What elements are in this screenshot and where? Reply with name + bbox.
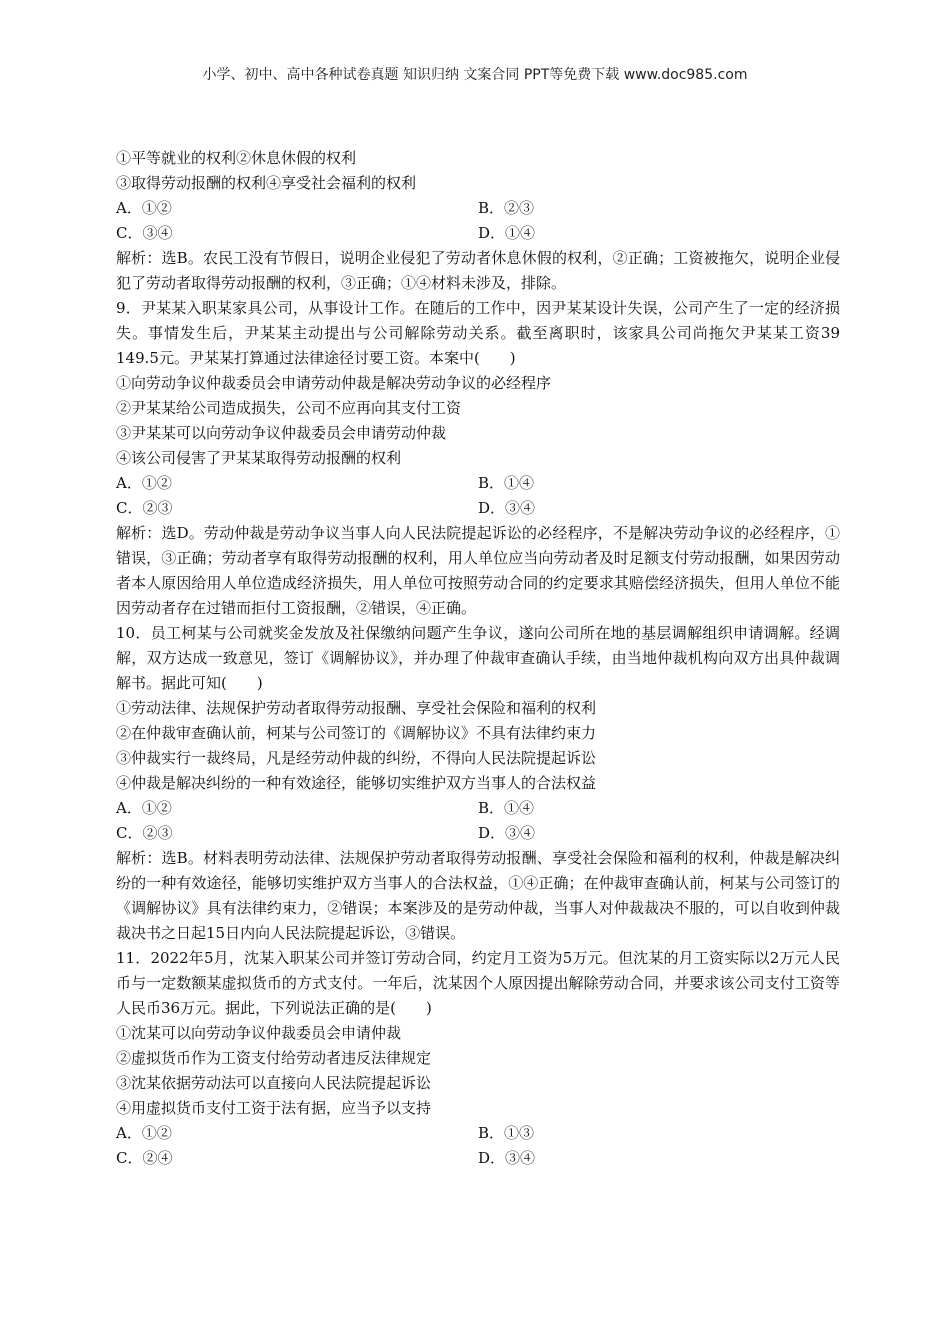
q11-statement-1: ①沈某可以向劳动争议仲裁委员会申请仲裁 — [116, 1024, 402, 1042]
q10-analysis: 解析：选B。材料表明劳动法律、法规保护劳动者取得劳动报酬、享受社会保险和福利的权利，仲裁是解决纠纷的一种有效途径，能够切实维护双方当事人的合法权益，①④正确；在仲裁审查确认前，柯某与公司签订的《调解协议》具有法律约束力，②错误；本案涉及的是劳动仲裁，当事人对仲裁裁决不服的，可以自收到仲裁裁决书之日起15日内向人民法院提起诉讼，③错误。 — [116, 849, 840, 942]
q8-options-row-2 — [116, 221, 840, 246]
q9-statement-4: ④该公司侵害了尹某某取得劳动报酬的权利 — [116, 449, 402, 467]
q9-analysis: 解析：选D。劳动仲裁是劳动争议当事人向人民法院提起诉讼的必经程序，不是解决劳动争议的必经程序，①错误，③正确；劳动者享有取得劳动报酬的权利，用人单位应当向劳动者及时足额支付劳动报酬，如果因劳动者本人原因给用人单位造成经济损失，用人单位可按照劳动合同的约定要求其赔偿经济损失，但用人单位不能因劳动者存在过错而拒付工资报酬，②错误，④正确。 — [116, 524, 840, 617]
q11-option-d: D．③④ — [478, 1149, 536, 1167]
q10-stem: 10．员工柯某与公司就奖金发放及社保缴纳问题产生争议，遂向公司所在地的基层调解组织申请调解。经调解，双方达成一致意见，签订《调解协议》，并办理了仲裁审查确认手续，由当地仲裁机构向双方出具仲裁调解书。据此可知( ) — [116, 624, 840, 692]
q11-statement-4: ④用虚拟货币支付工资于法有据，应当予以支持 — [116, 1099, 432, 1117]
q10-statement-2: ②在仲裁审查确认前，柯某与公司签订的《调解协议》不具有法律约束力 — [116, 724, 597, 742]
q8-option-b: B．②③ — [478, 199, 535, 217]
q8-option-d: D．①④ — [478, 224, 536, 242]
q10-option-b: B．①④ — [478, 799, 535, 817]
q8-statements-3-4: ③取得劳动报酬的权利④享受社会福利的权利 — [116, 174, 417, 192]
q11-statement-2: ②虚拟货币作为工资支付给劳动者违反法律规定 — [116, 1049, 432, 1067]
q10-option-d: D．③④ — [478, 824, 536, 842]
q11-options-row-2 — [116, 1146, 840, 1171]
q11-stem: 11．2022年5月，沈某入职某公司并签订劳动合同，约定月工资为5万元。但沈某的月工资实际以2万元人民币与一定数额某虚拟货币的方式支付。一年后，沈某因个人原因提出解除劳动合同，并要求该公司支付工资等人民币36万元。据此，下列说法正确的是( ) — [116, 949, 840, 1017]
q10-statement-3: ③仲裁实行一裁终局，凡是经劳动仲裁的纠纷，不得向人民法院提起诉讼 — [116, 749, 597, 767]
q9-options-row-2 — [116, 496, 840, 521]
q11-option-a: A．①② — [116, 1124, 172, 1142]
q10-options-row-2 — [116, 821, 840, 846]
q8-statements-1-2: ①平等就业的权利②休息休假的权利 — [116, 149, 357, 167]
q9-options-row-1 — [116, 471, 840, 496]
q9-statement-2: ②尹某某给公司造成损失，公司不应再向其支付工资 — [116, 399, 462, 417]
q10-option-a: A．①② — [116, 799, 172, 817]
q9-option-a: A．①② — [116, 474, 172, 492]
q11-options-row-1 — [116, 1121, 840, 1146]
q9-stem: 9．尹某某入职某家具公司，从事设计工作。在随后的工作中，因尹某某设计失误，公司产生了一定的经济损失。事情发生后，尹某某主动提出与公司解除劳动关系。截至离职时，该家具公司尚拖欠尹某某工资39 149.5元。尹某某打算通过法律途径讨要工资。本案中( ) — [116, 299, 840, 367]
q11-statement-3: ③沈某依据劳动法可以直接向人民法院提起诉讼 — [116, 1074, 432, 1092]
q10-statement-4: ④仲裁是解决纠纷的一种有效途径，能够切实维护双方当事人的合法权益 — [116, 774, 597, 792]
page-header-watermark: 小学、初中、高中各种试卷真题 知识归纳 文案合同 PPT等免费下载 www.doc985.com — [202, 67, 748, 83]
q8-option-c: C．③④ — [116, 224, 173, 242]
q11-option-b: B．①③ — [478, 1124, 535, 1142]
q9-statement-3: ③尹某某可以向劳动争议仲裁委员会申请劳动仲裁 — [116, 424, 447, 442]
q10-options-row-1 — [116, 796, 840, 821]
q10-option-c: C．②③ — [116, 824, 173, 842]
q9-option-d: D．③④ — [478, 499, 536, 517]
q10-statement-1: ①劳动法律、法规保护劳动者取得劳动报酬、享受社会保险和福利的权利 — [116, 699, 597, 717]
q11-option-c: C．②④ — [116, 1149, 173, 1167]
q8-options-row-1 — [116, 196, 840, 221]
q8-analysis: 解析：选B。农民工没有节假日，说明企业侵犯了劳动者休息休假的权利，②正确；工资被拖欠，说明企业侵犯了劳动者取得劳动报酬的权利，③正确；①④材料未涉及，排除。 — [116, 249, 840, 292]
q9-option-b: B．①④ — [478, 474, 535, 492]
q9-statement-1: ①向劳动争议仲裁委员会申请劳动仲裁是解决劳动争议的必经程序 — [116, 374, 552, 392]
q9-option-c: C．②③ — [116, 499, 173, 517]
document-body — [116, 146, 840, 1171]
q8-option-a: A．①② — [116, 199, 172, 217]
